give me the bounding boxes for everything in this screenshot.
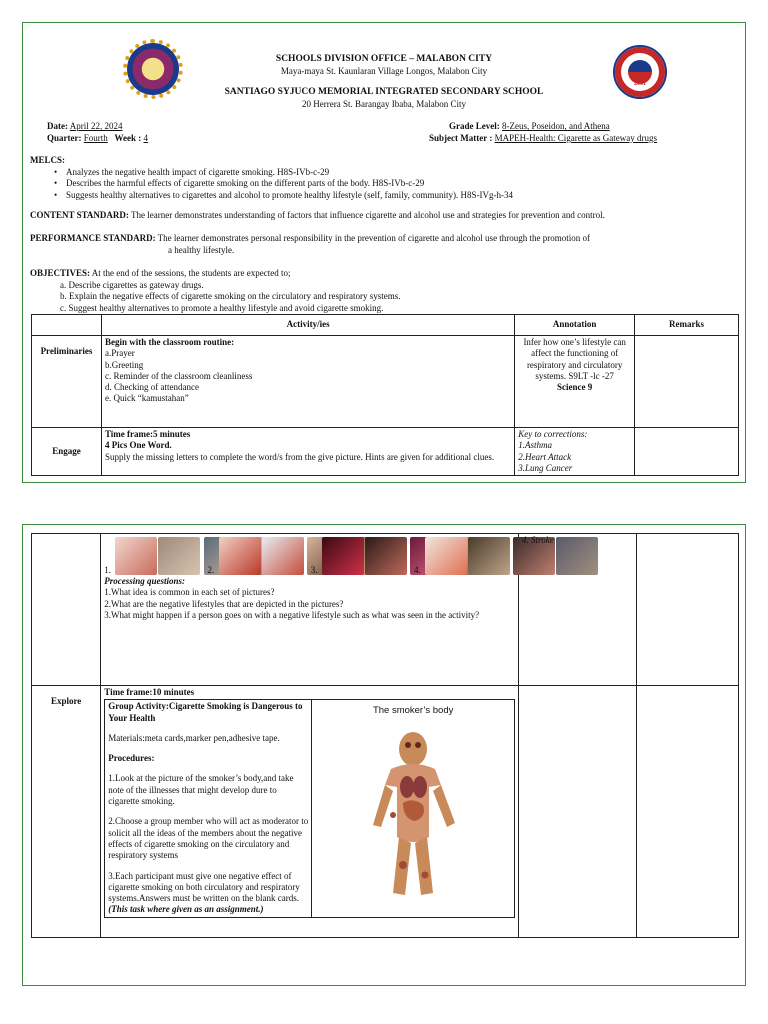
explore-remarks — [637, 686, 739, 938]
brain-picture — [425, 537, 467, 575]
pic-group-4: 4. — [414, 537, 513, 576]
melcs-section: MELCS: • Analyzes the negative health impact of cigarette smoking. H8S-IVb-c-29 • Describes the harmful effects of cigarette smoking on the different parts of the body. H8S-IVb-c-29 • Suggests healthy alternatives to cigarettes and alcohol to promote healthy lifestyle (self, family, community). H8S-IVg-h-34 — [30, 155, 730, 201]
engage-annotation: Key to corrections: 1.Asthma 2.Heart Attack 3.Lung Cancer — [515, 428, 635, 476]
engage-activity: Time frame:5 minutes 4 Pics One Word. Supply the missing letters to complete the word/s from the give picture. Hints are given for additional clues. — [101, 428, 514, 476]
row-label-explore: Explore — [32, 686, 101, 938]
heart-picture — [219, 537, 261, 575]
lesson-activities-table-continued — [31, 533, 739, 938]
elderly-man-picture — [468, 537, 510, 575]
smoker-picture — [365, 537, 407, 575]
header-remarks: Remarks — [635, 315, 739, 336]
date-line: Date: April 22, 2024 — [47, 121, 123, 131]
grade-level-line: Grade Level: 8-Zeus, Poseidon, and Athena — [449, 121, 610, 131]
date-value: April 22, 2024 — [69, 121, 123, 131]
engage-key-continued: 4. Stroke — [519, 534, 637, 686]
lesson-plan-page-2 — [22, 524, 746, 986]
objective-item: c. Suggest healthy alternatives to promote a healthy lifestyle and avoid cigarette smoking. — [60, 302, 384, 313]
objective-item: a. Describe cigarettes as gateway drugs. — [60, 279, 204, 290]
objective-item: b. Explain the negative effects of cigarette smoking on the circulatory and respiratory systems. — [60, 291, 401, 301]
preliminaries-activity: Begin with the classroom routine: a.Prayer b.Greeting c. Reminder of the classroom cleanliness d. Checking of attendance e. Quick “kamustahan” — [101, 336, 514, 428]
school-name: SANTIAGO SYJUCO MEMORIAL INTEGRATED SECONDARY SCHOOL — [224, 87, 544, 97]
lungs-picture — [115, 537, 157, 575]
preliminaries-annotation: Infer how one’s lifestyle can affect the functioning of respiratory and circulatory systems. S9LT -lc -27 Science 9 — [515, 336, 635, 428]
engage-remarks-continued — [637, 534, 739, 686]
explore-annotation — [519, 686, 637, 938]
melc-item: • Describes the harmful effects of cigarette smoking on the different parts of the body. H8S-IVb-c-29 — [66, 178, 730, 190]
division-office-address: Maya-maya St. Kaunlaran Village Longos, Malabon City — [280, 66, 488, 76]
division-office-title: SCHOOLS DIVISION OFFICE – MALABON CITY — [275, 54, 493, 64]
school-seal-year: 2001 — [634, 81, 646, 87]
pic-group-2: 2. — [208, 537, 307, 576]
figure-caption: The smoker’s body — [372, 705, 454, 717]
lesson-activities-table — [31, 314, 739, 476]
preliminaries-remarks — [635, 336, 739, 428]
engage-continued-label — [32, 534, 101, 686]
melc-item: • Analyzes the negative health impact of cigarette smoking. H8S-IVb-c-29 — [66, 167, 730, 179]
smoke-picture — [158, 537, 200, 575]
engage-pictures-activity: 1. 2. 3. 4. Processing questions: 1.What idea is common in each set of pictures? 2.What are the negative lifestyles that are depicted in the pictures? 3.What might happen if a person goes on with a negative lifestyle such as what was seen in the activity? — [101, 534, 519, 686]
row-label-preliminaries: Preliminaries — [32, 336, 102, 428]
lesson-plan-page-1 — [22, 22, 746, 483]
pic-group-1: 1. — [104, 537, 203, 576]
explore-activity: Time frame:10 minutes Group Activity:Cigarette Smoking is Dangerous to Your Health Materials:meta cards,marker pen,adhesive tape. Procedures: 1.Look at the picture of the smoker’s body,and take note of the illnesses that might develop dure to cigarette smoking. 2.Choose a group member who will act as moderator to solicit all the ideas of the members about the negative effects of cigarette smoking on the circulatory and respiratory systems 3.Each participant must give one negative effect of cigarette smoking on both circulatory and respiratory systems.Answers must be written on the blank cards.(This task where given as an assignment.) The smoker’s body — [101, 686, 519, 938]
subject-matter-line: Subject Matter : MAPEH-Health: Cigarette as Gateway drugs — [429, 133, 658, 143]
school-address: 20 Herrera St. Barangay Ibaba, Malabon City — [302, 99, 466, 109]
engage-remarks — [635, 428, 739, 476]
smokers-body-illustration — [363, 725, 463, 915]
header-annotation: Annotation — [515, 315, 635, 336]
quarter-line: Quarter: Fourth Week : 4 — [47, 133, 148, 143]
melc-item: • Suggests healthy alternatives to cigarettes and alcohol to promote healthy lifestyle (self, family, community). H8S-IVg-h-34 — [66, 190, 730, 202]
header-activities: Activity/ies — [101, 315, 514, 336]
smokers-body-figure-cell — [312, 700, 515, 917]
explore-group-activity-box — [104, 699, 515, 917]
content-standard: CONTENT STANDARD: The learner demonstrates understanding of factors that influence cigarette and alcohol use and strategies for prevention and control. — [30, 210, 605, 220]
patient-picture — [556, 537, 598, 575]
explore-procedures: Group Activity:Cigarette Smoking is Dangerous to Your Health Materials:meta cards,marker pen,adhesive tape. Procedures: 1.Look at the picture of the smoker’s body,and take note of the illnesses that might develop dure to cigarette smoking. 2.Choose a group member who will act as moderator to solicit all the ideas of the members about the negative effects of cigarette smoking on the circulatory and respiratory systems 3.Each participant must give one negative effect of cigarette smoking on both circulatory and respiratory systems.Answers must be written on the blank cards.(This task where given as an assignment.) — [105, 700, 312, 917]
pic-group-3: 3. — [311, 537, 410, 576]
performance-standard: PERFORMANCE STANDARD: The learner demonstrates personal responsibility in the prevention of cigarette and alcohol use through the promotion of a healthy lifestyle. — [30, 233, 591, 255]
diseased-lungs-picture — [322, 537, 364, 575]
chest-pain-picture — [262, 537, 304, 575]
row-label-engage: Engage — [32, 428, 102, 476]
objectives: OBJECTIVES: At the end of the sessions, the students are expected to; a. Describe cigarettes as gateway drugs. b. Explain the negative effects of cigarette smoking on the circulatory and respiratory systems. c. Suggest healthy alternatives to promote a healthy lifestyle and avoid cigarette smoking. — [30, 268, 730, 314]
four-pics-grid — [104, 535, 515, 576]
